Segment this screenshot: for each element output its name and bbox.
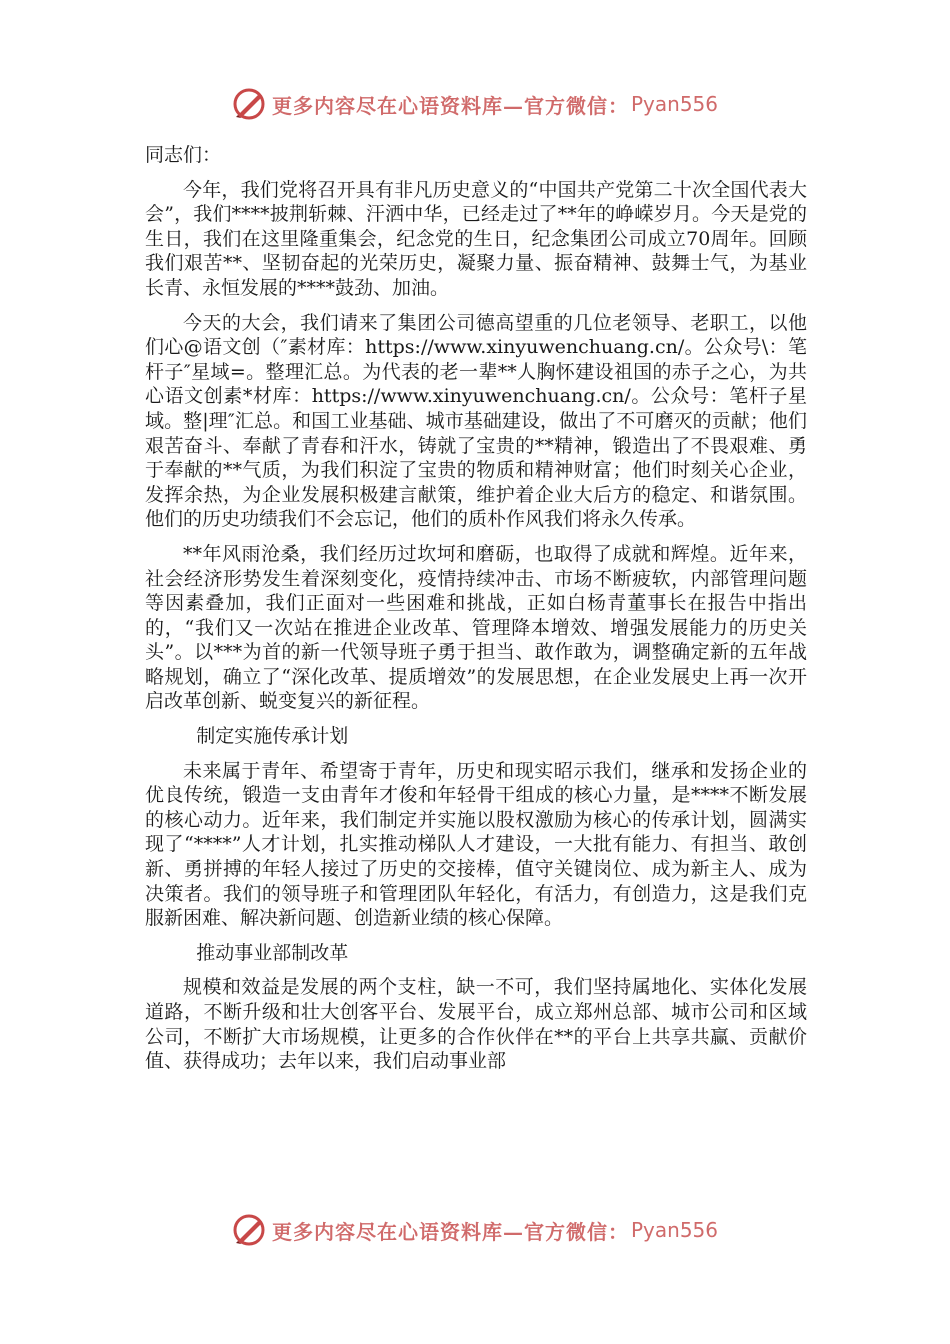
pen-logo-icon <box>232 87 266 121</box>
section-heading-2: 推动事业部制改革 <box>196 941 349 964</box>
banner-wechat-id: Pyan556 <box>630 92 718 116</box>
header-banner <box>0 84 950 124</box>
paragraph-2: 今天的大会，我们请来了集团公司德高望重的几位老领导、老职工，以他们心@语文创（″素材库：https://www.xinyuwenchuang.cn/。公众号\：笔杆子″星域=。整理汇总。为代表的老一辈**人胸怀建设祖国的赤子之心，为共心语文创素*材库：https://www.xinyuwenchuang.cn/。公众号：笔杆子星域。整|理″汇总。和国工业基础、城市基础建设，做出了不可磨灭的贡献；他们艰苦奋斗、奉献了青春和汗水，铸就了宝贵的**精神，锻造出了不畏艰难、勇于奉献的**气质，为我们积淀了宝贵的物质和精神财富；他们时刻关心企业，发挥余热，为企业发展积极建言献策，维护着企业大后方的稳定、和谐氛围。他们的历史功绩我们不会忘记，他们的质朴作风我们将永久传承。 <box>145 311 807 531</box>
banner-wechat-id: Pyan556 <box>630 1218 718 1242</box>
section-heading-1: 制定实施传承计划 <box>196 725 349 748</box>
banner-text: 更多内容尽在心语资料库—官方微信： <box>271 93 629 118</box>
paragraph-3: **年风雨沧桑，我们经历过坎坷和磨砺，也取得了成就和辉煌。近年来，社会经济形势发生着深刻变化，疫情持续冲击、市场不断疲软，内部管理问题等因素叠加，我们正面对一些困难和挑战，正如白杨青董事长在报告中指出的，“我们又一次站在推进企业改革、管理降本增效、增强发展能力的历史关头”。以***为首的新一代领导班子勇于担当、敢作敢为，调整确定新的五年战略规划，确立了“深化改革、提质增效”的发展思想，在企业发展史上再一次开启改革创新、蜕变复兴的新征程。 <box>145 542 807 713</box>
banner-text: 更多内容尽在心语资料库—官方微信： <box>271 1219 629 1244</box>
paragraph-5: 规模和效益是发展的两个支柱，缺一不可，我们坚持属地化、实体化发展道路，不断升级和壮大创客平台、发展平台，成立郑州总部、城市公司和区域公司，不断扩大市场规模，让更多的合作伙伴在**的平台上共享共赢、贡献价值、获得成功；去年以来，我们启动事业部 <box>145 976 807 1073</box>
footer-banner <box>0 1210 950 1250</box>
paragraph-1: 今年，我们党将召开具有非凡历史意义的“中国共产党第二十次全国代表大会”，我们****披荆斩棘、汗洒中华，已经走过了**年的峥嵘岁月。今天是党的生日，我们在这里隆重集会，纪念党的生日，纪念集团公司成立70周年。回顾我们艰苦**、坚韧奋起的光荣历史，凝聚力量、振奋精神、鼓舞士气，为基业长青、永恒发展的****鼓劲、加油。 <box>145 178 807 299</box>
greeting: 同志们： <box>145 144 222 166</box>
pen-logo-icon <box>232 1213 266 1247</box>
paragraph-4: 未来属于青年、希望寄于青年，历史和现实昭示我们，继承和发扬企业的优良传统，锻造一支由青年才俊和年轻骨干组成的核心力量，是****不断发展的核心动力。近年来，我们制定并实施以股权激励为核心的传承计划，圆满实现了“****”人才计划，扎实推动梯队人才建设，一大批有能力、有担当、敢创新、勇拼搏的年轻人接过了历史的交接棒，值守关键岗位、成为新主人、成为决策者。我们的领导班子和管理团队年轻化，有活力，有创造力，这是我们克服新困难、解决新问题、创造新业绩的核心保障。 <box>145 759 807 930</box>
document-body <box>145 143 807 1084</box>
